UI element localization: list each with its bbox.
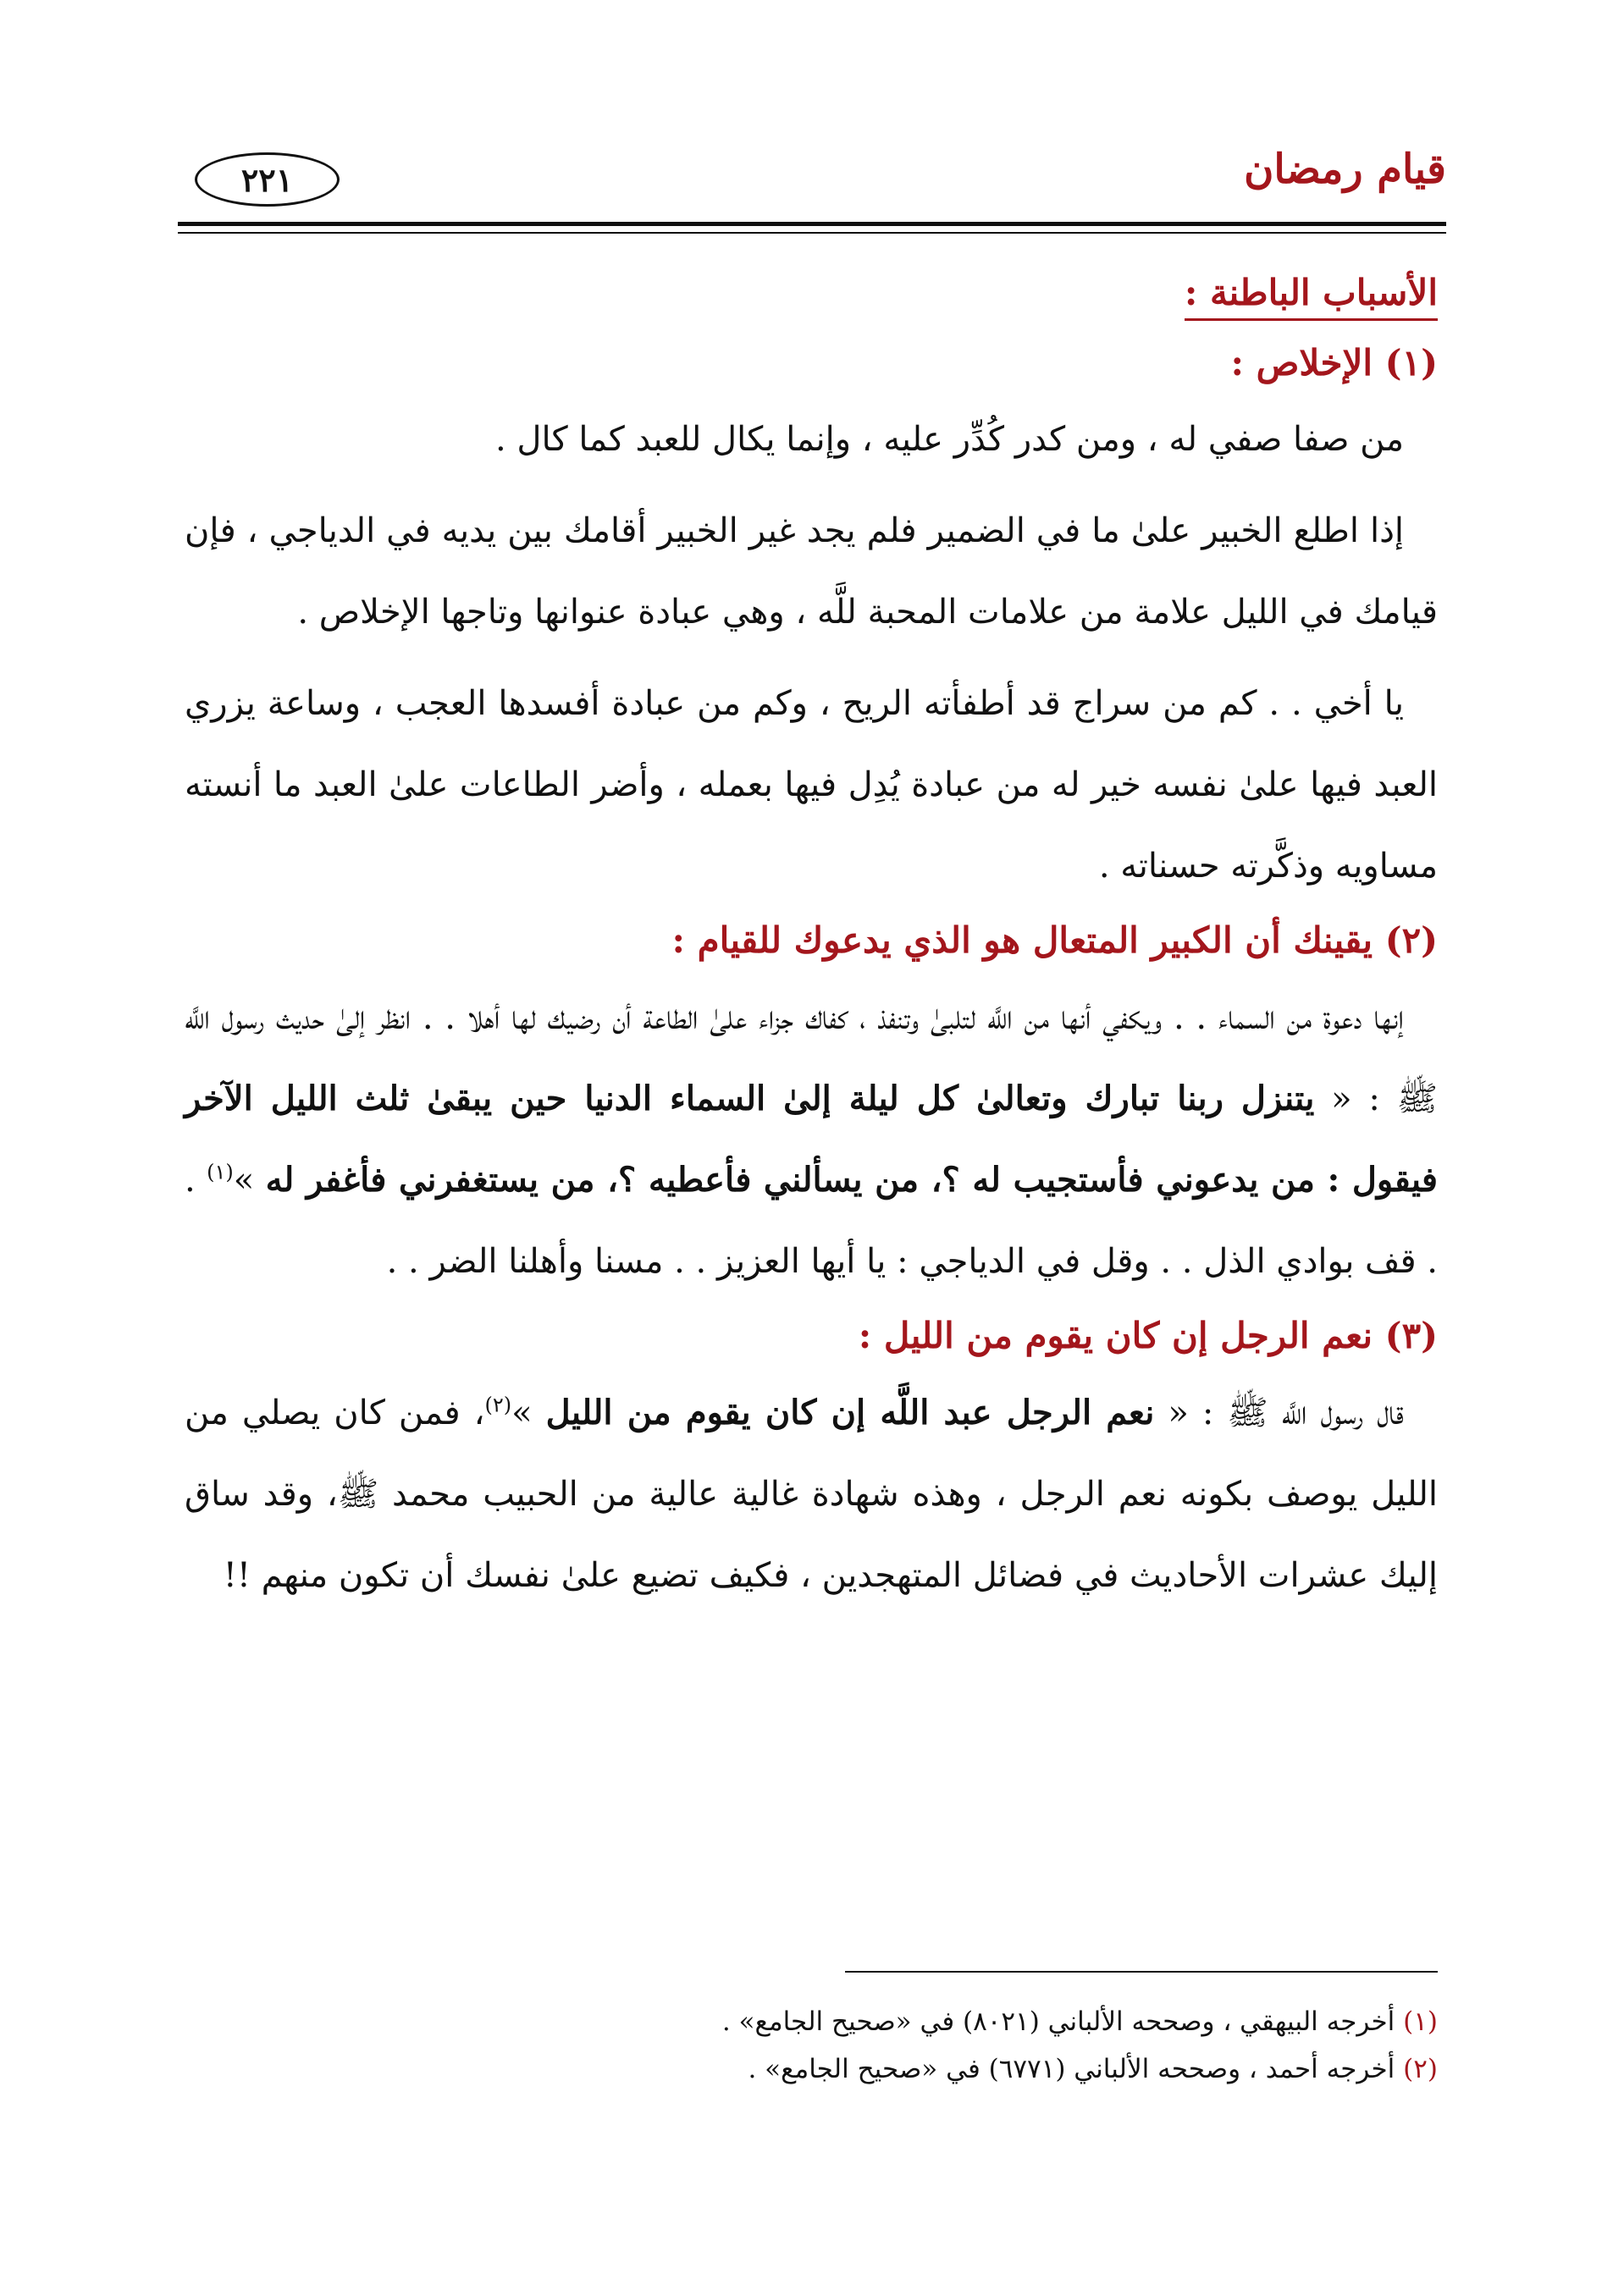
subheading-3: (٣) نعم الرجل إن كان يقوم من الليل : bbox=[858, 1315, 1438, 1357]
paragraph-5: قال رسول اللَّه ﷺ : « نعم الرجل عبد اللَّه إن كان يقوم من الليل »$^{(٢)}$، فمن كان يصلي من الليل يوصف بكونه نعم الرجل ، وهذه شهادة غالية عالية من الحبيب محمد ﷺ، وقد ساق إليك عشرات الأحاديث في فضائل المتهجدين ، فكيف تضيع علىٰ نفسك أن تكون منهم !! bbox=[185, 1392, 1438, 1595]
footnote-separator bbox=[845, 1971, 1438, 1973]
paragraph-2: إذا اطلع الخبير علىٰ ما في الضمير فلم يجد غير الخبير أقامك بين يديه في الدياجي ، فإن قيامك في الليل علامة من علامات المحبة للَّه ، وهي عبادة عنوانها وتاجها الإخلاص . bbox=[185, 511, 1438, 632]
hadith-text-2: نعم الرجل عبد اللَّه إن كان يقوم من الليل bbox=[545, 1392, 1155, 1432]
paragraph-3: يا أخي . . كم من سراج قد أطفأته الريح ، وكم من عبادة أفسدها العجب ، وساعة يزري العبد فيها علىٰ نفسه خير له من عبادة يُدِل فيها بعمله ، وأضر الطاعات علىٰ العبد ما أنسته مساويه وذكَّرته حسناته . bbox=[185, 684, 1438, 886]
paragraph-4: إنها دعوة من السماء . . ويكفي أنها من اللَّه لتلبىٰ وتنفذ ، كفاك جزاء علىٰ الطاعة أن رضيك لها أهلا . . انظر إلىٰ حديث رسول اللَّه ﷺ : « يتنزل ربنا تبارك وتعالىٰ كل ليلة إلىٰ السماء الدنيا حين يبقىٰ ثلث الليل الآخر فيقول : من يدعوني فأستجيب له ؟، من يسألني فأعطيه ؟، من يستغفرني فأغفر له »$^{(١)}$ . . قف بوادي الذل . . وقل في الدياجي : يا أيها العزيز . . مسنا وأهلنا الضر . . bbox=[185, 998, 1439, 1282]
header-rule-thick bbox=[178, 222, 1446, 226]
footnote-ref-2: (٢) bbox=[484, 1393, 512, 1417]
subheading-1: (١) الإخلاص : bbox=[1230, 341, 1438, 384]
header-rule-thin bbox=[178, 232, 1446, 234]
footnote-1: (١) أخرجه البيهقي ، وصححه الألباني (٨٠٢١) في «صحيح الجامع» . bbox=[721, 2006, 1438, 2037]
footnotes bbox=[185, 1998, 1438, 2093]
hadith-text-1: يتنزل ربنا تبارك وتعالىٰ كل ليلة إلىٰ السماء الدنيا حين يبقىٰ ثلث الليل الآخر فيقول : من يدعوني فأستجيب له ؟، من يسألني فأعطيه ؟، من يستغفرني فأغفر له bbox=[185, 1079, 1439, 1200]
footnote-2: (٢) أخرجه أحمد ، وصححه الألباني (٦٧٧١) في «صحيح الجامع» . bbox=[748, 2054, 1438, 2084]
paragraph-1: من صفا صفي له ، ومن كدر كُدِّر عليه ، وإنما يكال للعبد كما كال . bbox=[494, 420, 1404, 460]
page-number-badge: ٢٢١ bbox=[195, 152, 340, 207]
section-heading: الأسباب الباطنة : bbox=[185, 269, 1438, 317]
footnote-ref-1: (١) bbox=[207, 1160, 234, 1184]
subheading-2: (٢) يقينك أن الكبير المتعال هو الذي يدعوك للقيام : bbox=[671, 919, 1438, 962]
running-header-title: قيام رمضان bbox=[1244, 146, 1446, 193]
page-body bbox=[185, 254, 1438, 1626]
